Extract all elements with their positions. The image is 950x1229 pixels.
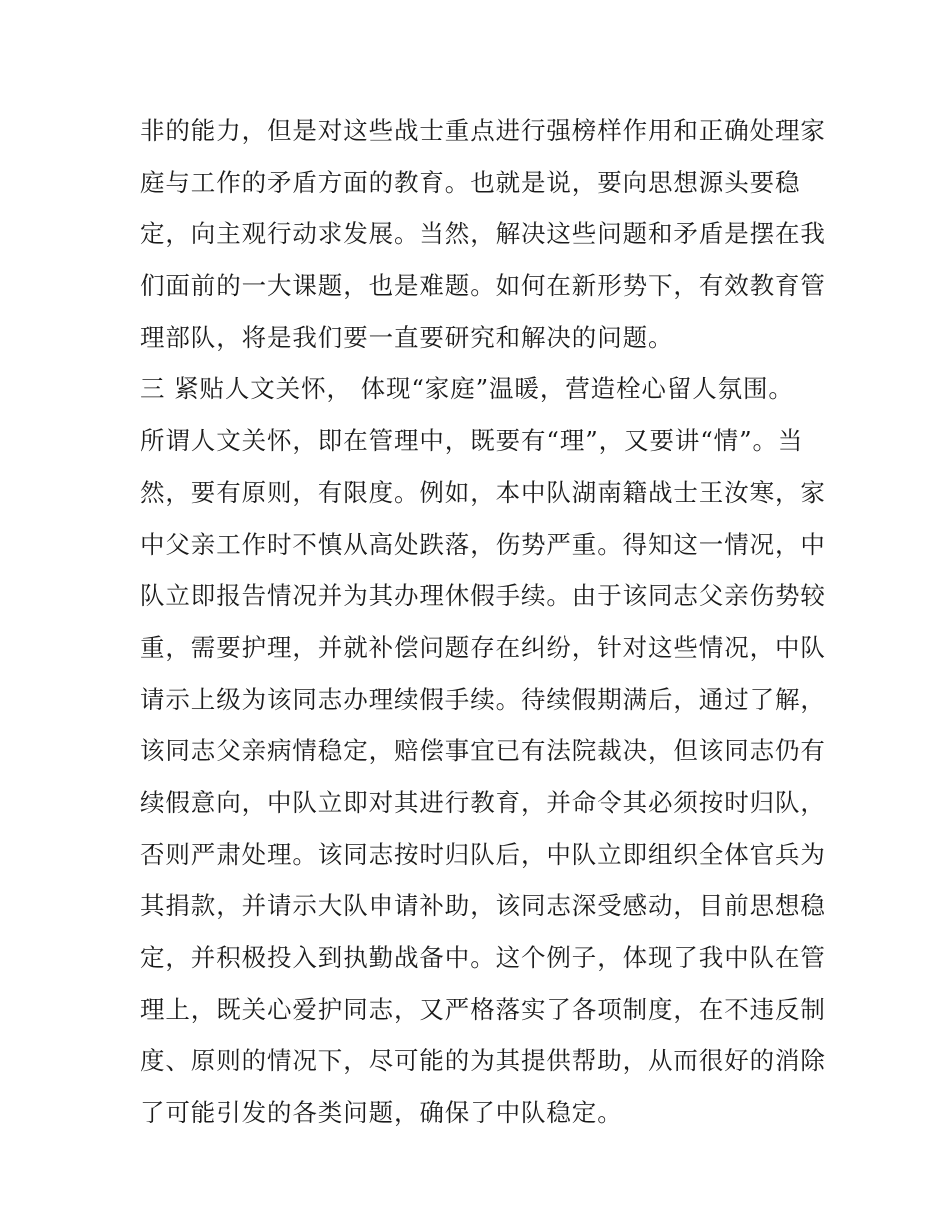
text-line: 该同志父亲病情稳定，赔偿事宜已有法院裁决，但该同志仍有 — [140, 736, 826, 766]
section-heading: 三 紧贴人文关怀， 体现“家庭”温暖，营造栓心留人氛围。 — [140, 374, 794, 404]
text-line: 其捐款，并请示大队申请补助，该同志深受感动，目前思想稳 — [140, 891, 826, 921]
text-line: 非的能力，但是对这些战士重点进行强榜样作用和正确处理家 — [140, 116, 826, 145]
text-line: 了可能引发的各类问题，确保了中队稳定。 — [140, 1098, 623, 1128]
text-line: 们面前的一大课题，也是难题。如何在新形势下，有效教育管 — [140, 271, 826, 301]
text-line: 然，要有原则，有限度。例如，本中队湖南籍战士王汝寒，家 — [140, 477, 826, 507]
text-line: 重，需要护理，并就补偿问题存在纠纷，针对这些情况，中队 — [140, 632, 826, 662]
text-line: 否则严肃处理。该同志按时归队后，中队立即组织全体官兵为 — [140, 839, 826, 869]
text-line: 队立即报告情况并为其办理休假手续。由于该同志父亲伤势较 — [140, 581, 826, 611]
text-line: 定，向主观行动求发展。当然，解决这些问题和矛盾是摆在我 — [140, 219, 826, 249]
body-text — [140, 105, 830, 1139]
text-line: 所谓人文关怀，即在管理中，既要有“理”，又要讲“情”。当 — [140, 426, 804, 456]
text-line: 理上，既关心爱护同志，又严格落实了各项制度，在不违反制 — [140, 994, 826, 1024]
text-line: 请示上级为该同志办理续假手续。待续假期满后，通过了解， — [140, 684, 826, 714]
text-line: 续假意向，中队立即对其进行教育，并命令其必须按时归队， — [140, 787, 826, 817]
text-line: 度、原则的情况下，尽可能的为其提供帮助，从而很好的消除 — [140, 1046, 826, 1076]
text-line: 理部队，将是我们要一直要研究和解决的问题。 — [140, 322, 674, 352]
text-line: 中父亲工作时不慎从高处跌落，伤势严重。得知这一情况，中 — [140, 529, 826, 559]
text-line: 庭与工作的矛盾方面的教育。也就是说，要向思想源头要稳 — [140, 167, 801, 197]
text-line: 定，并积极投入到执勤战备中。这个例子，体现了我中队在管 — [140, 943, 826, 972]
